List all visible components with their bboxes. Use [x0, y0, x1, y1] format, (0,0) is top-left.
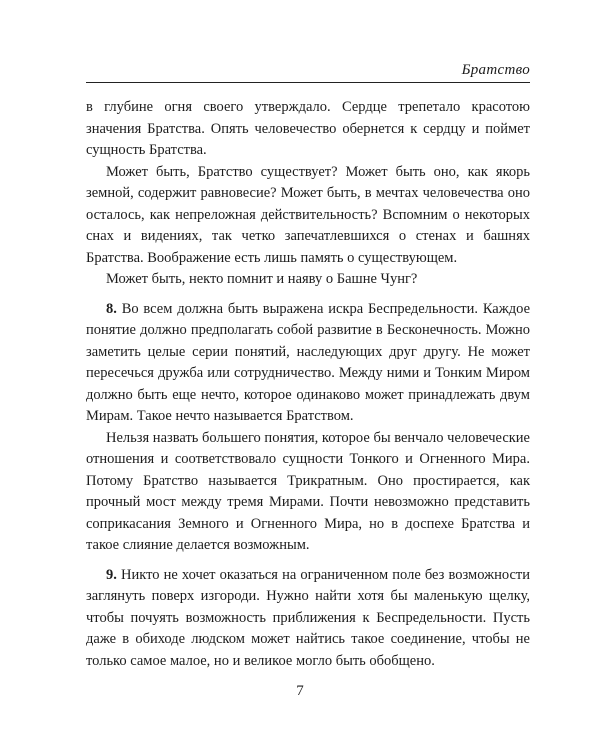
section-8-paragraph: [86, 299, 530, 428]
paragraph-text: Нельзя назвать большего понятия, которое бы венчало человеческие отношения и соответствовало сущности Тонкого и Огненного Мира. Потому Братство называется Трикратным. Оно простирается, как прочный мост между тремя Мирами. Почти невозможно представить соприкасания Земного и Огненного Мира, но в доспехе Братства и такое слияние делается возможным.: [86, 429, 530, 553]
paragraph-continuation: [86, 97, 530, 162]
paragraph-text: Во всем должна быть выражена искра Беспредельности. Каждое понятие должно предполагать собой развитие в Бесконечность. Можно заметить целые серии понятий, наследующих друг другу. Не может пересечься дружба или сотрудничество. Между ними и Тонким Миром должно быть еще нечто, которое одинаково может принадлежать двум Мирам. Такое нечто называется Братством.: [86, 300, 531, 424]
section-number-8: 8.: [106, 300, 117, 317]
header-rule: [86, 82, 530, 83]
page-number: 7: [296, 683, 304, 699]
section-number-9: 9.: [106, 566, 117, 583]
paragraph-text: Может быть, Братство существует? Может быть оно, как якорь земной, содержит равновесие? Может быть, в мечтах человечества оно осталось, как непреложная действительность? Вспомним о некоторых снах и видениях, так четко запечатлевшихся о стенах и башнях Братства. Воображение есть лишь память о существующем.: [86, 163, 530, 266]
body-text: [86, 97, 530, 672]
running-head-title: Братство: [461, 62, 530, 78]
paragraph: [86, 162, 530, 270]
paragraph: [86, 428, 530, 557]
paragraph-text: Может быть, некто помнит и наяву о Башне Чунг?: [106, 271, 418, 287]
paragraph-text: Никто не хочет оказаться на ограниченном поле без возможности заглянуть поверх изгороди. Нужно найти хотя бы маленькую щелку, чтобы почуять возможность приближения к Беспредельности. Пусть даже в обиходе людском может найтись такое соединение, чтобы не только самое малое, но и великое могло быть обобщено.: [86, 566, 531, 669]
section-9-paragraph: [86, 565, 530, 673]
paragraph-text: в глубине огня своего утверждало. Сердце трепетало красотою значения Братства. Опять человечество обернется к сердцу и поймет сущность Братства.: [86, 99, 530, 158]
paragraph: [86, 269, 530, 291]
